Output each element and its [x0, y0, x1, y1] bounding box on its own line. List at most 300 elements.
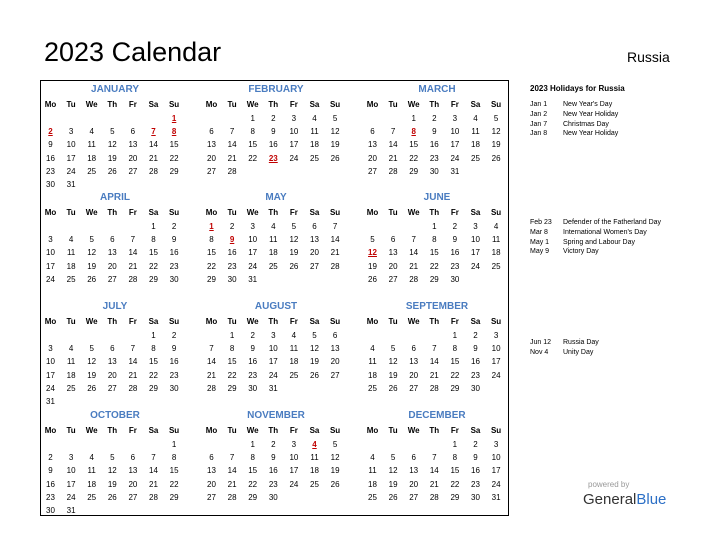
day-cell: 11 [289, 344, 299, 354]
day-cell: 16 [429, 140, 439, 150]
day-cell: 16 [471, 357, 480, 367]
day-cell: 2 [229, 222, 235, 231]
weekday-header: We [85, 317, 98, 326]
day-cell: 28 [207, 383, 216, 393]
holiday-date: May 9 [530, 248, 550, 256]
day-cell: 10 [268, 344, 278, 354]
day-cell: 15 [149, 248, 158, 258]
day-cell: 24 [289, 153, 299, 163]
day-cell: 22 [149, 370, 158, 380]
day-cell: 28 [409, 274, 419, 284]
day-cell: 16 [268, 140, 278, 150]
day-cell: 18 [491, 248, 501, 258]
day-cell: 13 [128, 140, 138, 150]
day-cell: 31 [450, 166, 460, 176]
day-cell: 10 [289, 453, 299, 463]
day-cell: 17 [46, 370, 55, 380]
day-cell: 31 [46, 397, 55, 406]
holiday-date: Jan 8 [530, 130, 548, 138]
weekday-header: Sa [470, 317, 481, 326]
day-cell: 8 [171, 453, 177, 463]
day-cell: 3 [48, 344, 53, 354]
day-cell: 2 [473, 331, 478, 340]
day-cell: 17 [248, 248, 258, 258]
weekday-header: Tu [388, 208, 398, 217]
weekday-header: We [407, 208, 420, 217]
day-cell: 13 [409, 357, 419, 367]
day-cell: 29 [248, 492, 258, 502]
day-cell: 23 [46, 166, 55, 176]
day-cell: 2 [473, 440, 478, 449]
day-cell: 20 [368, 153, 377, 163]
day-cell: 3 [291, 114, 297, 123]
day-cell: 28 [429, 492, 439, 502]
day-cell: 28 [149, 166, 158, 176]
day-cell: 30 [429, 166, 439, 176]
weekday-header: Fr [450, 426, 459, 435]
day-cell: 16 [169, 357, 179, 367]
weekday-header: Mo [366, 426, 379, 435]
weekday-header: Fr [450, 208, 459, 217]
day-cell: 12 [310, 344, 319, 354]
day-cell: 12 [491, 127, 501, 137]
day-cell: 18 [289, 357, 299, 367]
day-cell: 21 [149, 153, 158, 163]
day-cell: 16 [46, 479, 55, 489]
day-cell: 12 [330, 453, 340, 463]
holiday-date: May 1 [530, 238, 550, 246]
day-cell: 21 [227, 153, 237, 163]
day-cell: 1 [250, 440, 255, 449]
day-cell: 30 [169, 274, 179, 284]
day-cell: 4 [68, 235, 74, 245]
holiday-day: 7 [151, 127, 156, 137]
weekday-header: Th [429, 426, 440, 435]
day-cell: 23 [169, 261, 179, 271]
day-cell: 7 [130, 235, 136, 245]
weekday-header: Sa [470, 426, 481, 435]
weekday-header: Tu [388, 317, 398, 326]
day-cell: 27 [107, 274, 117, 284]
day-cell: 6 [312, 222, 317, 231]
day-cell: 19 [330, 140, 340, 150]
weekday-header: Mo [366, 208, 379, 217]
weekday-header: We [85, 100, 98, 109]
day-cell: 3 [291, 440, 297, 449]
day-cell: 19 [107, 479, 117, 489]
holiday-day: 12 [368, 248, 377, 258]
day-cell: 21 [128, 261, 138, 271]
day-cell: 20 [207, 479, 216, 489]
holiday-date: Jun 12 [530, 339, 552, 346]
day-cell: 14 [227, 466, 237, 476]
day-cell: 19 [368, 261, 377, 271]
day-cell: 18 [268, 248, 278, 258]
day-cell: 26 [330, 479, 340, 489]
day-cell: 10 [491, 344, 501, 354]
day-cell: 5 [390, 453, 396, 463]
weekday-header: Fr [450, 100, 459, 109]
day-cell: 24 [491, 479, 501, 489]
weekday-header: Mo [44, 317, 57, 326]
weekday-header: Th [107, 100, 118, 109]
day-cell: 8 [432, 235, 437, 245]
day-cell: 31 [66, 180, 76, 189]
day-cell: 8 [250, 127, 255, 137]
day-cell: 10 [66, 140, 76, 150]
day-cell: 11 [310, 453, 319, 463]
day-cell: 6 [130, 453, 136, 463]
day-cell: 13 [128, 466, 138, 476]
day-cell: 23 [450, 261, 460, 271]
day-cell: 29 [429, 274, 439, 284]
day-cell: 17 [471, 248, 480, 258]
day-cell: 20 [409, 370, 419, 380]
holiday-day: 1 [171, 114, 177, 123]
weekday-header: Fr [128, 317, 137, 326]
day-cell: 16 [46, 153, 55, 163]
day-cell: 13 [368, 140, 377, 150]
holiday-name: New Year Holiday [563, 110, 619, 118]
weekday-header: Sa [309, 208, 320, 217]
day-cell: 26 [491, 153, 501, 163]
day-cell: 25 [310, 479, 319, 489]
day-cell: 6 [110, 235, 115, 245]
day-cell: 13 [409, 466, 419, 476]
day-cell: 20 [409, 479, 419, 489]
weekday-header: Mo [205, 100, 218, 109]
weekday-header: We [407, 426, 420, 435]
day-cell: 21 [128, 370, 138, 380]
day-cell: 25 [310, 153, 319, 163]
day-cell: 10 [66, 466, 76, 476]
weekday-header: We [246, 100, 259, 109]
day-cell: 20 [207, 153, 216, 163]
day-cell: 6 [390, 235, 396, 245]
day-cell: 4 [370, 344, 375, 354]
day-cell: 24 [450, 153, 460, 163]
weekday-header: Mo [205, 317, 218, 326]
weekday-header: We [407, 100, 420, 109]
day-cell: 20 [128, 479, 138, 489]
day-cell: 4 [89, 453, 94, 463]
day-cell: 7 [229, 453, 235, 463]
weekday-header: Su [329, 426, 341, 435]
day-cell: 14 [128, 248, 138, 258]
day-cell: 17 [491, 466, 501, 476]
day-cell: 15 [169, 140, 179, 150]
day-cell: 27 [128, 166, 138, 176]
weekday-header: Sa [470, 208, 481, 217]
day-cell: 17 [66, 153, 76, 163]
weekday-header: Su [168, 317, 180, 326]
weekday-header: Th [429, 208, 440, 217]
holiday-name: International Women's Day [563, 228, 647, 236]
day-cell: 8 [452, 453, 458, 463]
generalblue-logo[interactable] [583, 491, 666, 509]
day-cell: 22 [450, 370, 460, 380]
day-cell: 25 [368, 492, 377, 502]
day-cell: 14 [149, 140, 158, 150]
day-cell: 15 [248, 466, 258, 476]
day-cell: 5 [89, 235, 94, 245]
day-cell: 25 [368, 383, 377, 393]
day-cell: 14 [330, 235, 340, 245]
holiday-name: Unity Day [563, 348, 594, 356]
day-cell: 1 [229, 331, 235, 340]
holiday-day: 8 [411, 127, 416, 137]
day-cell: 6 [411, 344, 416, 354]
weekday-header: Th [107, 317, 118, 326]
weekday-header: Fr [289, 317, 298, 326]
day-cell: 8 [229, 344, 235, 354]
weekday-header: Sa [309, 317, 320, 326]
day-cell: 2 [171, 222, 177, 231]
day-cell: 22 [227, 370, 237, 380]
day-cell: 22 [248, 479, 258, 489]
day-cell: 13 [310, 235, 319, 245]
holiday-day: 9 [229, 235, 235, 245]
weekday-header: Th [107, 426, 118, 435]
day-cell: 13 [207, 466, 216, 476]
day-cell: 27 [388, 274, 398, 284]
weekday-header: Fr [289, 100, 298, 109]
day-cell: 27 [409, 383, 419, 393]
day-cell: 4 [271, 222, 276, 231]
day-cell: 19 [491, 140, 501, 150]
day-cell: 24 [471, 261, 480, 271]
weekday-header: We [85, 208, 98, 217]
day-cell: 14 [429, 357, 439, 367]
day-cell: 15 [169, 466, 179, 476]
month-name: JUNE [423, 192, 451, 203]
day-cell: 1 [411, 114, 416, 123]
day-cell: 30 [169, 383, 179, 393]
day-cell: 22 [169, 479, 179, 489]
day-cell: 12 [289, 235, 299, 245]
day-cell: 22 [409, 153, 419, 163]
month-name: AUGUST [254, 301, 298, 312]
day-cell: 29 [169, 492, 179, 502]
weekday-header: We [85, 426, 98, 435]
day-cell: 12 [87, 248, 97, 258]
day-cell: 1 [452, 331, 458, 340]
powered-by-text: powered by [588, 480, 630, 489]
day-cell: 17 [268, 357, 278, 367]
day-cell: 24 [289, 479, 299, 489]
weekday-header: Sa [148, 426, 159, 435]
day-cell: 25 [66, 274, 76, 284]
weekday-header: Th [268, 100, 279, 109]
day-cell: 15 [409, 140, 419, 150]
weekday-header: We [407, 317, 420, 326]
day-cell: 9 [250, 344, 255, 354]
day-cell: 30 [248, 383, 258, 393]
day-cell: 9 [473, 344, 478, 354]
day-cell: 16 [227, 248, 237, 258]
day-cell: 18 [66, 261, 76, 271]
day-cell: 31 [491, 492, 501, 502]
weekday-header: Tu [227, 317, 237, 326]
day-cell: 4 [68, 344, 74, 354]
day-cell: 7 [151, 453, 156, 463]
day-cell: 28 [227, 492, 237, 502]
day-cell: 7 [390, 127, 396, 137]
day-cell: 3 [250, 222, 255, 231]
day-cell: 14 [149, 466, 158, 476]
day-cell: 16 [268, 466, 278, 476]
day-cell: 13 [107, 357, 117, 367]
day-cell: 4 [493, 222, 499, 231]
day-cell: 27 [207, 166, 216, 176]
day-cell: 6 [209, 453, 214, 463]
weekday-header: Sa [309, 100, 320, 109]
weekday-header: Su [490, 426, 502, 435]
day-cell: 26 [388, 492, 398, 502]
month-name: NOVEMBER [247, 410, 305, 421]
day-cell: 22 [149, 261, 158, 271]
day-cell: 30 [46, 506, 55, 515]
month-name: FEBRUARY [248, 84, 304, 95]
day-cell: 23 [169, 370, 179, 380]
weekday-header: Sa [470, 100, 481, 109]
day-cell: 12 [87, 357, 97, 367]
day-cell: 23 [46, 492, 55, 502]
day-cell: 4 [291, 331, 297, 340]
weekday-header: Th [107, 208, 118, 217]
weekday-header: We [246, 317, 259, 326]
day-cell: 27 [368, 166, 377, 176]
holiday-name: Spring and Labour Day [563, 238, 635, 246]
holiday-date: Jan 1 [530, 101, 548, 108]
day-cell: 24 [66, 492, 76, 502]
day-cell: 2 [250, 331, 255, 340]
day-cell: 25 [491, 261, 501, 271]
holiday-day: 2 [48, 127, 53, 137]
weekday-header: Th [268, 426, 279, 435]
day-cell: 9 [271, 453, 276, 463]
day-cell: 5 [89, 344, 94, 354]
day-cell: 4 [473, 114, 478, 123]
day-cell: 1 [151, 331, 156, 340]
day-cell: 9 [452, 235, 458, 245]
day-cell: 22 [248, 153, 258, 163]
month-name: JANUARY [91, 84, 139, 95]
day-cell: 20 [128, 153, 138, 163]
day-cell: 9 [171, 235, 177, 245]
day-cell: 29 [169, 166, 179, 176]
day-cell: 10 [289, 127, 299, 137]
holiday-day: 4 [312, 440, 317, 449]
day-cell: 26 [87, 383, 97, 393]
weekday-header: Mo [366, 100, 379, 109]
day-cell: 15 [248, 140, 258, 150]
weekday-header: Tu [388, 100, 398, 109]
day-cell: 6 [332, 331, 338, 340]
day-cell: 22 [207, 261, 216, 271]
weekday-header: Tu [388, 426, 398, 435]
day-cell: 9 [48, 466, 53, 476]
day-cell: 5 [390, 344, 396, 354]
day-cell: 30 [227, 274, 237, 284]
day-cell: 12 [388, 357, 398, 367]
day-cell: 14 [227, 140, 237, 150]
day-cell: 1 [432, 222, 437, 231]
day-cell: 21 [429, 370, 439, 380]
weekday-header: Fr [289, 426, 298, 435]
day-cell: 18 [368, 479, 377, 489]
day-cell: 5 [370, 235, 375, 245]
day-cell: 3 [271, 331, 276, 340]
day-cell: 14 [409, 248, 419, 258]
day-cell: 17 [491, 357, 501, 367]
day-cell: 2 [171, 331, 177, 340]
holiday-date: Jan 2 [530, 110, 548, 118]
weekday-header: Su [329, 317, 341, 326]
weekday-header: Su [490, 208, 502, 217]
month-name: APRIL [100, 192, 130, 203]
day-cell: 24 [46, 383, 55, 393]
day-cell: 26 [310, 370, 319, 380]
holiday-day: 8 [171, 127, 177, 137]
day-cell: 28 [227, 166, 237, 176]
weekday-header: Fr [289, 208, 298, 217]
weekday-header: Mo [205, 208, 218, 217]
day-cell: 6 [209, 127, 214, 137]
day-cell: 30 [471, 383, 480, 393]
month-name: OCTOBER [90, 410, 140, 421]
weekday-header: Th [268, 317, 279, 326]
page-title: 2023 Calendar [44, 37, 222, 67]
month-name: MAY [265, 192, 287, 203]
day-cell: 27 [107, 383, 117, 393]
day-cell: 11 [491, 235, 501, 245]
day-cell: 16 [450, 248, 460, 258]
day-cell: 7 [432, 344, 437, 354]
day-cell: 5 [291, 222, 297, 231]
day-cell: 13 [107, 248, 117, 258]
weekday-header: Su [490, 317, 502, 326]
month-name: JULY [102, 301, 128, 312]
day-cell: 5 [493, 114, 499, 123]
day-cell: 19 [330, 466, 340, 476]
day-cell: 21 [207, 370, 216, 380]
day-cell: 14 [128, 357, 138, 367]
day-cell: 2 [432, 114, 437, 123]
day-cell: 25 [471, 153, 480, 163]
day-cell: 7 [209, 344, 214, 354]
day-cell: 22 [429, 261, 439, 271]
weekday-header: Tu [227, 100, 237, 109]
day-cell: 23 [248, 370, 258, 380]
day-cell: 26 [87, 274, 97, 284]
holiday-name: New Year's Day [563, 101, 613, 108]
holiday-date: Jan 7 [530, 120, 548, 128]
day-cell: 6 [130, 127, 136, 137]
day-cell: 2 [48, 453, 53, 463]
holiday-name: Christmas Day [563, 120, 609, 128]
day-cell: 31 [248, 274, 258, 284]
weekday-header: Su [329, 100, 341, 109]
day-cell: 10 [471, 235, 480, 245]
day-cell: 5 [332, 440, 338, 449]
day-cell: 15 [429, 248, 439, 258]
day-cell: 12 [107, 140, 117, 150]
day-cell: 11 [87, 466, 96, 476]
day-cell: 23 [471, 370, 480, 380]
day-cell: 1 [250, 114, 255, 123]
day-cell: 13 [330, 344, 340, 354]
